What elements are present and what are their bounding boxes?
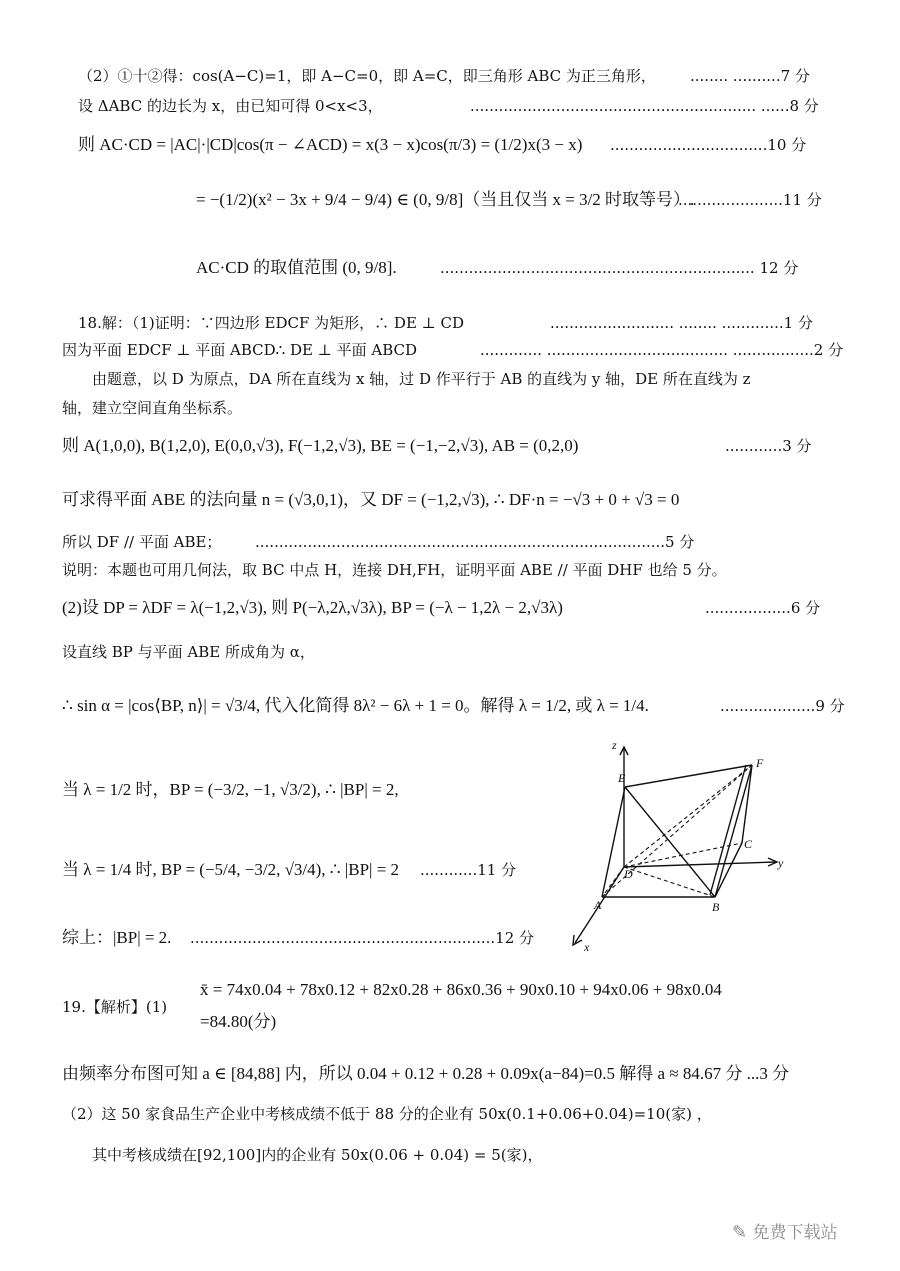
watermark: ✎ 免费下载站 bbox=[732, 1222, 838, 1243]
q17-score-3: .................................10 分 bbox=[610, 136, 807, 154]
q18-score-5: ............3 分 bbox=[725, 437, 812, 455]
q18-score-9: ..................6 分 bbox=[705, 599, 821, 617]
q19-line-1: x̄ = 74x0.04 + 78x0.12 + 82x0.28 + 86x0.36 + 90x0.10 + 94x0.06 + 98x0.04 bbox=[200, 980, 722, 999]
q18-line-14: 综上：|BP| = 2. bbox=[62, 928, 172, 947]
q18-line-11: ∴ sin α = |cos⟨BP, n⟩| = √3/4, 代入化简得 8λ² − 6λ + 1 = 0。解得 λ = 1/2, 或 λ = 1/4. bbox=[62, 696, 649, 715]
q17-line-5: AC·CD 的取值范围 (0, 9/8]. bbox=[196, 258, 397, 277]
q18-line-4: 轴，建立空间直角坐标系。 bbox=[62, 399, 243, 417]
label-c: C bbox=[744, 837, 753, 851]
q18-line-12: 当 λ = 1/2 时，BP = (−3/2, −1, √3/2), ∴ |BP| = 2, bbox=[62, 780, 399, 799]
q18-line-6: 可求得平面 ABE 的法向量 n = (√3,0,1)，又 DF = (−1,2,√3), ∴ DF·n = −√3 + 0 + √3 = 0 bbox=[62, 490, 680, 509]
q18-score-13: ............11 分 bbox=[420, 861, 517, 879]
label-e: E bbox=[618, 771, 626, 785]
q17-score-2: ............................................................ ......8 分 bbox=[470, 97, 819, 115]
q18-line-13: 当 λ = 1/4 时, BP = (−5/4, −3/2, √3/4), ∴ |BP| = 2 bbox=[62, 860, 400, 879]
label-b: B bbox=[712, 900, 720, 914]
q17-score-4: ......................11 分 bbox=[678, 191, 822, 209]
q18-line-5: 则 A(1,0,0), B(1,2,0), E(0,0,√3), F(−1,2,√3), BE = (−1,−2,√3), AB = (0,2,0) bbox=[62, 436, 579, 455]
wechat-icon: ✎ bbox=[732, 1222, 748, 1243]
q17-line-2: 设 ΔABC 的边长为 x，由已知可得 0<x<3， bbox=[78, 97, 383, 115]
q18-score-1: .......................... ........ .............1 分 bbox=[550, 314, 813, 332]
q17-line-3: 则 AC·CD = |AC|·|CD|cos(π − ∠ACD) = x(3 − x)cos(π/3) = (1/2)x(3 − x) bbox=[78, 135, 583, 154]
label-f: F bbox=[756, 756, 764, 770]
label-d: D bbox=[624, 867, 633, 881]
q18-line-8: 说明：本题也可用几何法，取 BC 中点 H，连接 DH,FH，证明平面 ABE // 平面 DHF 也给 5 分。 bbox=[62, 561, 727, 579]
q18-line-7: 所以 DF // 平面 ABE； bbox=[62, 533, 222, 551]
label-y: y bbox=[778, 856, 784, 870]
q17-line-1: （2）①十②得：cos(A−C)=1，即 A−C=0，即 A=C，即三角形 ABC 为正三角形， bbox=[78, 67, 656, 85]
q19-line-3: 由频率分布图可知 a ∈ [84,88] 内，所以 0.04 + 0.12 + 0.28 + 0.09x(a−84)=0.5 解得 a ≈ 84.67 分 ...3 分 bbox=[62, 1064, 790, 1083]
q18-line-9: (2)设 DP = λDF = λ(−1,2,√3), 则 P(−λ,2λ,√3λ), BP = (−λ − 1,2λ − 2,√3λ) bbox=[62, 598, 563, 617]
label-a: A bbox=[594, 898, 602, 912]
q18-line-2: 因为平面 EDCF ⊥ 平面 ABCD∴ DE ⊥ 平面 ABCD bbox=[62, 341, 418, 359]
q18-score-14: ................................................................12 分 bbox=[190, 929, 535, 947]
q18-score-11: ....................9 分 bbox=[720, 697, 845, 715]
q17-line-4: = −(1/2)(x² − 3x + 9/4 − 9/4) ∈ (0, 9/8]（当且仅当 x = 3/2 时取等号）. bbox=[196, 190, 695, 209]
q19-line-5: 其中考核成绩在[92,100]内的企业有 50x(0.06 + 0.04) = 5(家)， bbox=[92, 1146, 543, 1164]
q18-score-7: ......................................................................................5 分 bbox=[255, 533, 695, 551]
q18-line-1: 18.解：（1)证明：∵四边形 EDCF 为矩形，∴ DE ⊥ CD bbox=[78, 314, 465, 332]
q18-line-10: 设直线 BP 与平面 ABE 所成角为 α， bbox=[62, 643, 315, 661]
q17-score-1: ........ ..........7 分 bbox=[690, 67, 810, 85]
geometry-figure bbox=[560, 735, 800, 955]
q19-head: 19.【解析】(1) bbox=[62, 998, 168, 1016]
label-x: x bbox=[584, 940, 590, 954]
q19-line-2: =84.80(分) bbox=[200, 1012, 277, 1031]
q18-score-2: ............. ...................................... .................2 分 bbox=[480, 341, 844, 359]
q17-score-5: .................................................................. 12 分 bbox=[440, 259, 799, 277]
q18-line-3: 由题意，以 D 为原点，DA 所在直线为 x 轴，过 D 作平行于 AB 的直线为 y 轴，DE 所在直线为 z bbox=[92, 370, 751, 388]
q19-line-4: （2）这 50 家食品生产企业中考核成绩不低于 88 分的企业有 50x(0.1+0.06+0.04)=10(家) ， bbox=[62, 1105, 712, 1123]
label-z: z bbox=[612, 738, 617, 752]
